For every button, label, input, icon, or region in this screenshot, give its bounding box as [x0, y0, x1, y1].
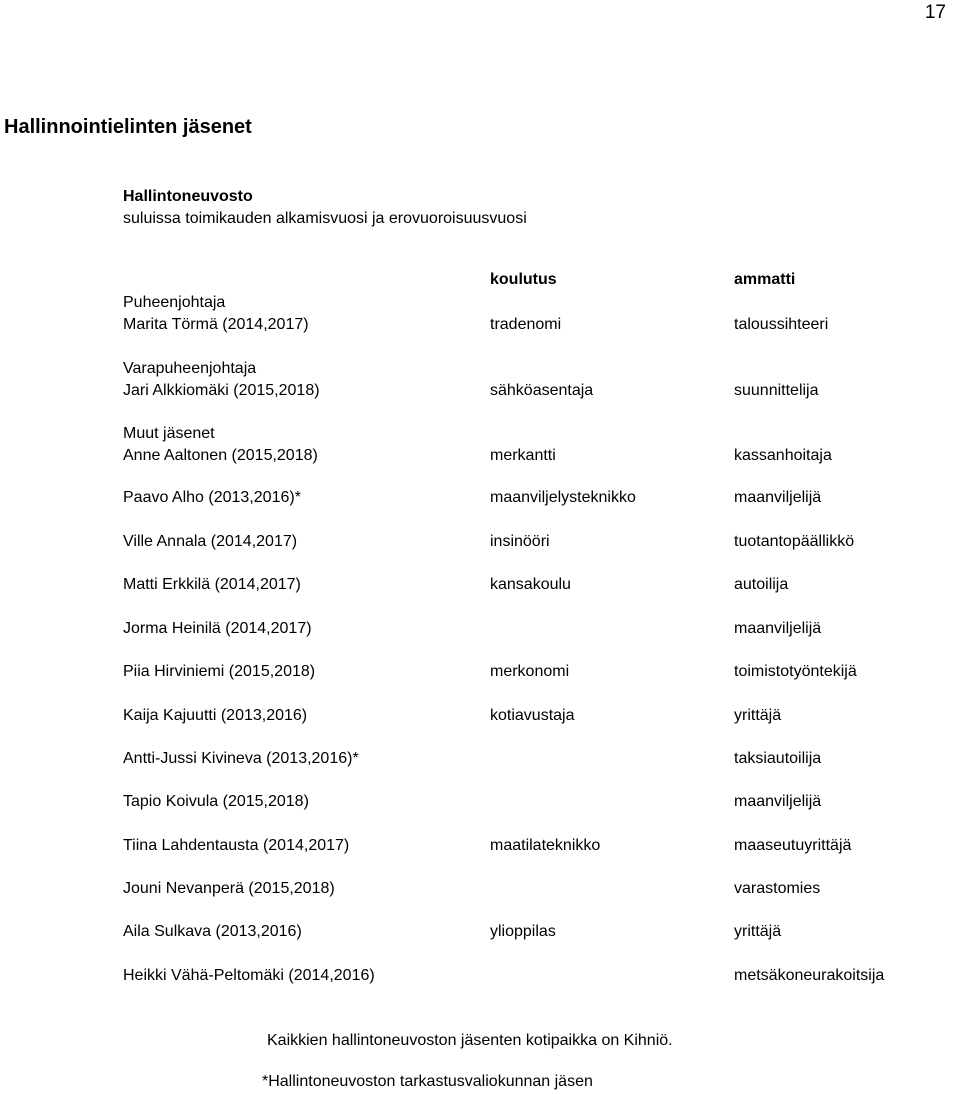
- row-label: Puheenjohtaja: [123, 294, 226, 311]
- member-name: Tapio Koivula (2015,2018): [123, 793, 309, 810]
- table-row: [0, 878, 960, 900]
- residence-note: Kaikkien hallintoneuvoston jäsenten kotipaikka on Kihniö.: [267, 1032, 673, 1049]
- member-occupation: yrittäjä: [734, 707, 782, 724]
- table-row: [0, 423, 960, 445]
- member-occupation: metsäkoneurakoitsija: [734, 967, 885, 984]
- member-name: Aila Sulkava (2013,2016): [123, 923, 302, 940]
- section-title: Hallintoneuvosto: [123, 188, 253, 205]
- table-row: [0, 531, 960, 553]
- member-occupation: kassanhoitaja: [734, 447, 832, 464]
- column-header-occupation: ammatti: [734, 271, 796, 288]
- member-occupation: maanviljelijä: [734, 489, 822, 506]
- section-subtitle: suluissa toimikauden alkamisvuosi ja erovuoroisuusvuosi: [123, 210, 527, 227]
- member-occupation: tuotantopäällikkö: [734, 533, 855, 550]
- member-name: Jari Alkkiomäki (2015,2018): [123, 382, 320, 399]
- member-name: Anne Aaltonen (2015,2018): [123, 447, 318, 464]
- member-name: Ville Annala (2014,2017): [123, 533, 298, 550]
- footnote: *Hallintoneuvoston tarkastusvaliokunnan jäsen: [262, 1073, 593, 1090]
- table-row: [0, 835, 960, 857]
- table-row: [0, 661, 960, 683]
- member-occupation: varastomies: [734, 880, 821, 897]
- member-occupation: toimistotyöntekijä: [734, 663, 857, 680]
- member-occupation: taloussihteeri: [734, 316, 829, 333]
- table-row: [0, 921, 960, 943]
- table-row: [0, 292, 960, 314]
- member-education: merkantti: [490, 447, 556, 464]
- row-label: Varapuheenjohtaja: [123, 360, 257, 377]
- table-row: [0, 965, 960, 987]
- table-row: [0, 445, 960, 467]
- table-row: [0, 791, 960, 813]
- member-name: Marita Törmä (2014,2017): [123, 316, 309, 333]
- member-education: merkonomi: [490, 663, 570, 680]
- table-row: [0, 574, 960, 596]
- table-row: [0, 618, 960, 640]
- page-heading: Hallinnointielinten jäsenet: [4, 116, 252, 138]
- member-occupation: maaseutuyrittäjä: [734, 837, 852, 854]
- member-name: Paavo Alho (2013,2016)*: [123, 489, 301, 506]
- member-occupation: suunnittelija: [734, 382, 819, 399]
- member-name: Jorma Heinilä (2014,2017): [123, 620, 312, 637]
- member-name: Heikki Vähä-Peltomäki (2014,2016): [123, 967, 375, 984]
- table-row: [0, 358, 960, 380]
- member-name: Matti Erkkilä (2014,2017): [123, 576, 301, 593]
- column-header-education: koulutus: [490, 271, 557, 288]
- member-occupation: maanviljelijä: [734, 793, 822, 810]
- member-occupation: taksiautoilija: [734, 750, 822, 767]
- member-name: Antti-Jussi Kivineva (2013,2016)*: [123, 750, 359, 767]
- member-education: kotiavustaja: [490, 707, 575, 724]
- member-education: maanviljelysteknikko: [490, 489, 636, 506]
- member-education: ylioppilas: [490, 923, 556, 940]
- member-name: Kaija Kajuutti (2013,2016): [123, 707, 308, 724]
- member-education: insinööri: [490, 533, 550, 550]
- member-name: Tiina Lahdentausta (2014,2017): [123, 837, 350, 854]
- table-row: [0, 748, 960, 770]
- member-name: Piia Hirviniemi (2015,2018): [123, 663, 316, 680]
- member-occupation: autoilija: [734, 576, 789, 593]
- member-name: Jouni Nevanperä (2015,2018): [123, 880, 335, 897]
- member-education: tradenomi: [490, 316, 562, 333]
- table-row: [0, 705, 960, 727]
- table-row: [0, 314, 960, 336]
- page-number: 17: [924, 2, 946, 23]
- section-header: [123, 186, 527, 230]
- member-occupation: maanviljelijä: [734, 620, 822, 637]
- member-education: sähköasentaja: [490, 382, 594, 399]
- member-education: kansakoulu: [490, 576, 571, 593]
- row-label: Muut jäsenet: [123, 425, 215, 442]
- member-occupation: yrittäjä: [734, 923, 782, 940]
- member-education: maatilateknikko: [490, 837, 601, 854]
- table-row: [0, 487, 960, 509]
- table-row: [0, 380, 960, 402]
